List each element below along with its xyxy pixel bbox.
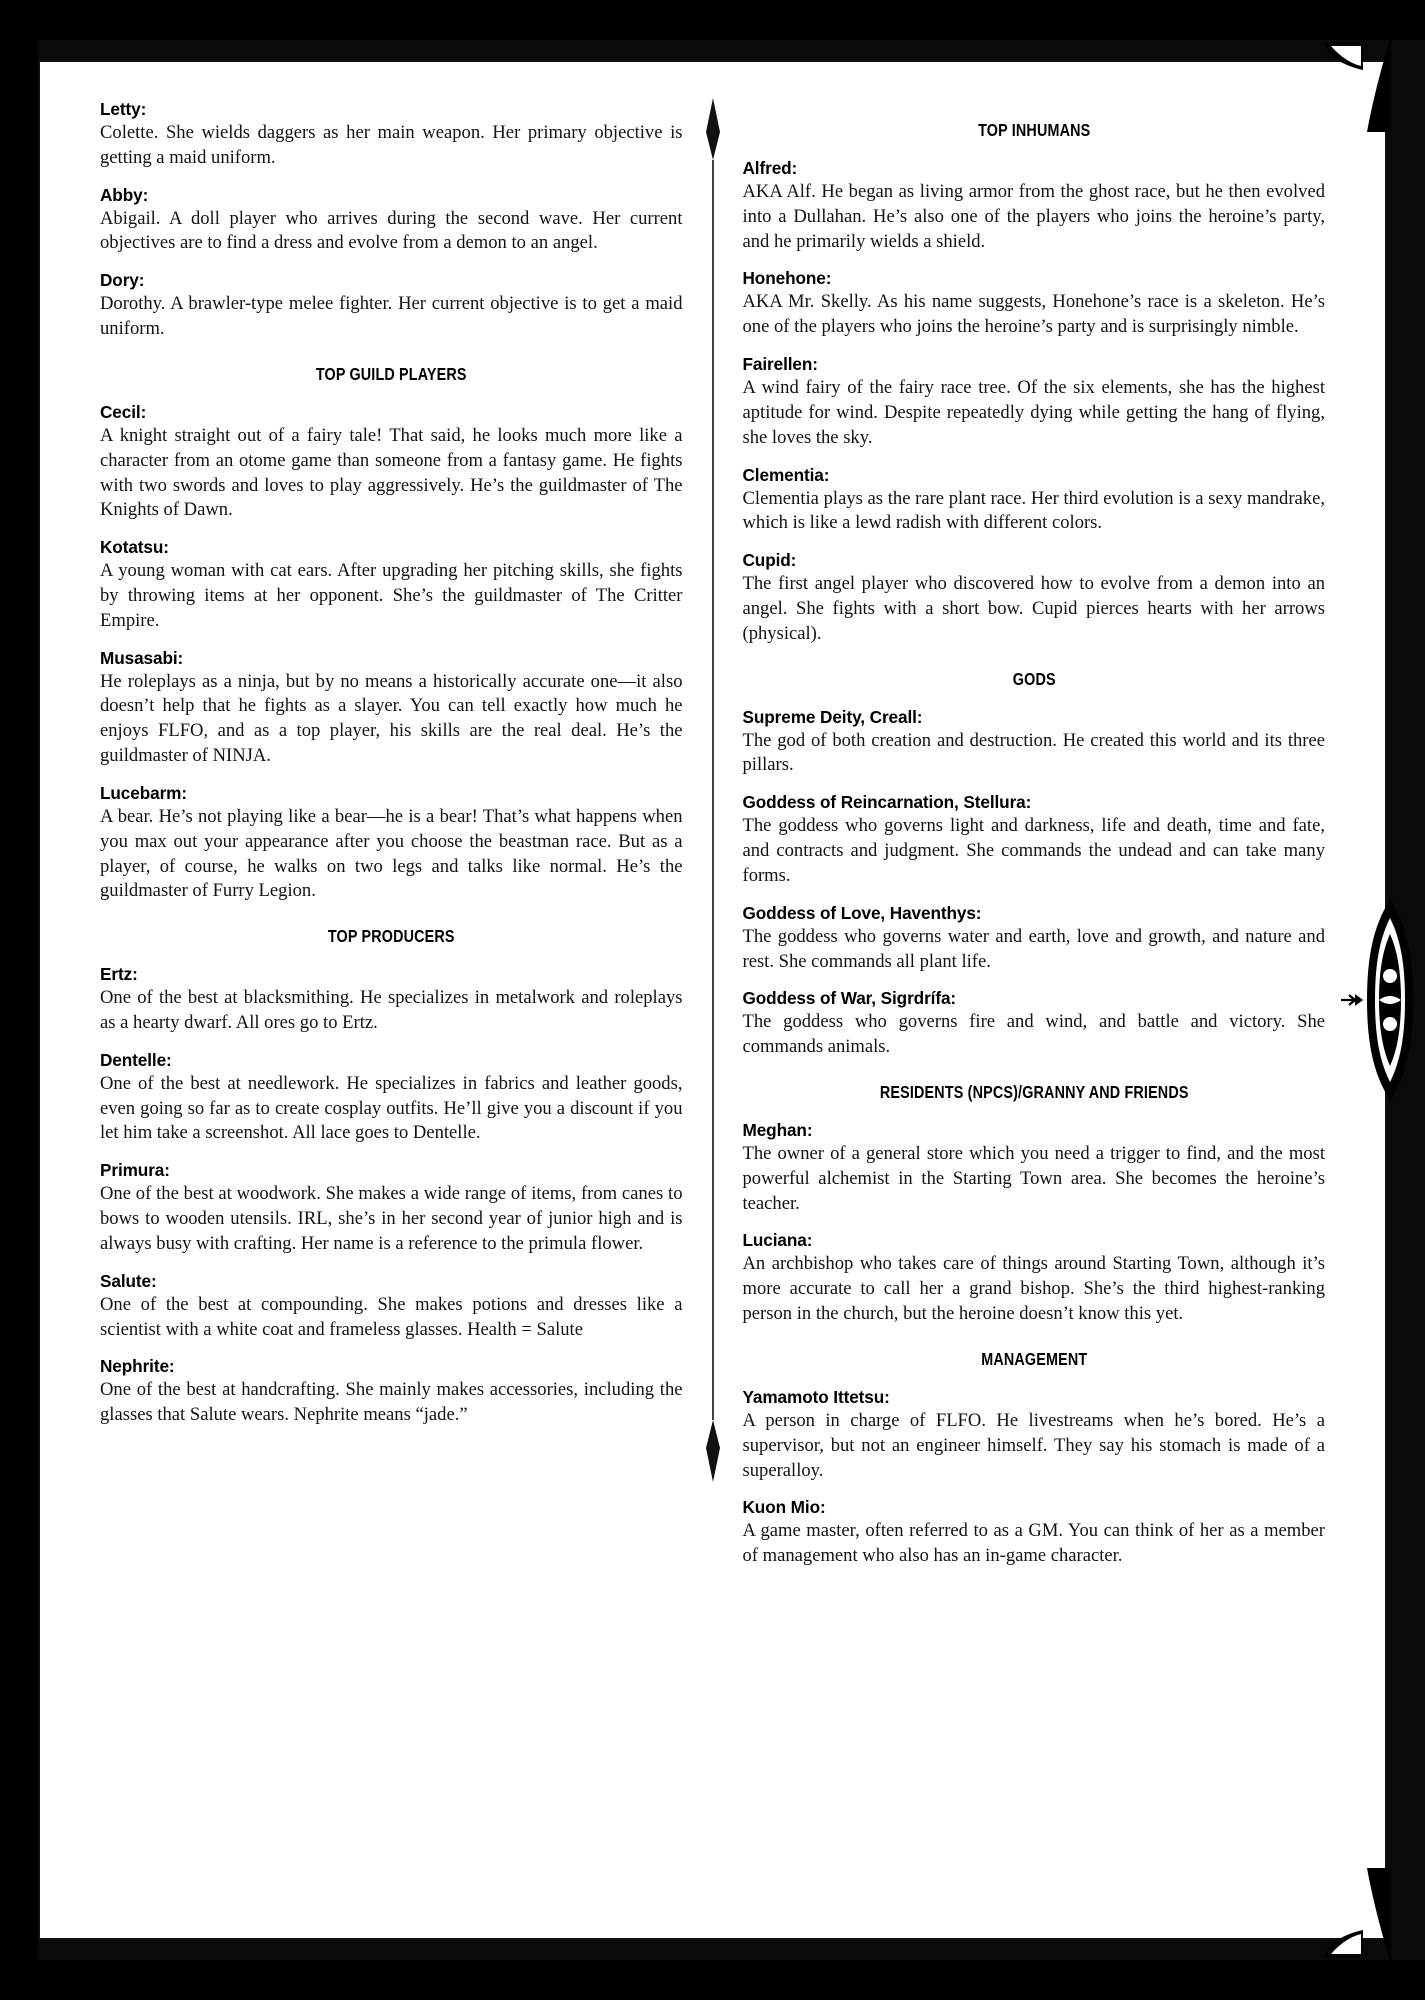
- entry-description: A bear. He’s not playing like a bear—he is a bear! That’s what happens when you max out your appearance after you choose the beastman race. But as a player, of course, he walks on two legs and talks like normal. He’s the guildmaster of Furry Legion.: [100, 805, 683, 902]
- entry-term: Musasabi:: [100, 647, 184, 668]
- entry-description: One of the best at compounding. She makes potions and dresses like a scientist with a white coat and frameless glasses. Health = Salute: [100, 1293, 683, 1340]
- entry-term: Nephrite:: [100, 1356, 175, 1377]
- glossary-entry: [100, 184, 683, 257]
- entry-description: A person in charge of FLFO. He livestreams when he’s bored. He’s a supervisor, but not an engineer himself. They say his stomach is made of a superalloy.: [742, 1409, 1325, 1481]
- section-heading: RESIDENTS (NPCS)/GRANNY AND FRIENDS: [879, 1082, 1189, 1103]
- entry-term: Yamamoto Ittetsu:: [742, 1386, 890, 1407]
- section-heading: GODS: [1012, 668, 1056, 689]
- section-heading: MANAGEMENT: [980, 1348, 1087, 1369]
- glossary-entry: [100, 1270, 683, 1343]
- glossary-entry: [743, 1386, 1326, 1483]
- glossary-entry: [743, 1496, 1326, 1569]
- entry-description: AKA Alf. He began as living armor from the ghost race, but he then evolved into a Dullahan. He’s also one of the players who joins the heroine’s party, and he primarily wields a shield.: [742, 181, 1325, 252]
- glossary-entry: [743, 267, 1326, 340]
- entry-description: One of the best at blacksmithing. He specializes in metalwork and roleplays as a hearty dwarf. All ores go to Ertz.: [100, 987, 683, 1033]
- glossary-entry: [743, 353, 1326, 450]
- entry-description: He roleplays as a ninja, but by no means a historically accurate one—it also doesn’t help that he fights as a slayer. You can tell exactly how much he enjoys FLFO, and as a top player, his skills are the real deal. He’s the guildmaster of NINJA.: [100, 670, 683, 767]
- glossary-entry: [100, 1159, 683, 1256]
- entry-description: The goddess who governs light and darkness, life and death, time and fate, and contracts and judgment. She commands the undead and can take many forms.: [742, 815, 1325, 886]
- entry-term: Supreme Deity, Creall:: [742, 706, 923, 727]
- section-heading: TOP INHUMANS: [977, 120, 1090, 140]
- frame-bar-bottom: [0, 1960, 1425, 2000]
- glossary-entry: [100, 269, 683, 342]
- entry-description: Colette. She wields daggers as her main weapon. Her primary objective is getting a maid uniform.: [100, 122, 683, 168]
- entry-term: Goddess of War, Sigrdrífa:: [742, 988, 957, 1009]
- entry-description: A game master, often referred to as a GM. You can think of her as a member of management who also has an in-game character.: [742, 1520, 1325, 1567]
- entry-term: Lucebarm:: [100, 782, 187, 803]
- entry-description: AKA Mr. Skelly. As his name suggests, Honehone’s race is a skeleton. He’s one of the players who joins the heroine’s party and is surprisingly nimble.: [742, 291, 1325, 338]
- glossary-entry: [100, 963, 683, 1036]
- two-column-layout: [100, 98, 1325, 1906]
- glossary-entry: [743, 1229, 1326, 1326]
- frame-bar-top: [0, 0, 1425, 40]
- entry-term: Dory:: [100, 270, 145, 291]
- entry-description: One of the best at needlework. He specializes in fabrics and leather goods, even going so far as to create cosplay outfits. He’ll give you a discount if you let him take a screenshot. All lace goes to Dentelle.: [100, 1072, 683, 1144]
- entry-term: Kotatsu:: [100, 537, 169, 558]
- entry-description: The first angel player who discovered how to evolve from a demon into an angel. She fights with a short bow. Cupid pierces hearts with her arrows (physical).: [742, 573, 1325, 644]
- entry-description: Dorothy. A brawler-type melee fighter. Her current objective is to get a maid uniform.: [100, 293, 683, 340]
- entry-term: Luciana:: [742, 1230, 813, 1251]
- entry-term: Salute:: [100, 1270, 157, 1291]
- page-content: [38, 60, 1387, 1940]
- entry-description: The goddess who governs water and earth, love and growth, and nature and rest. She commands all plant life.: [742, 925, 1325, 972]
- left-column: [100, 98, 713, 1906]
- entry-description: Abigail. A doll player who arrives during the second wave. Her current objectives are to find a dress and evolve from a demon to an angel.: [100, 207, 683, 254]
- entry-term: Abby:: [100, 184, 149, 205]
- glossary-entry: [100, 1049, 683, 1146]
- glossary-entry: [100, 647, 683, 769]
- entry-term: Goddess of Love, Haventhys:: [742, 902, 982, 923]
- entry-term: Clementia:: [742, 464, 830, 485]
- right-column: [713, 98, 1326, 1906]
- entry-description: The god of both creation and destruction. He created this world and its three pillars.: [742, 729, 1325, 776]
- entry-description: One of the best at handcrafting. She mainly makes accessories, including the glasses that Salute wears. Nephrite means “jade.”: [100, 1379, 683, 1426]
- entry-term: Fairellen:: [742, 354, 818, 375]
- entry-term: Cecil:: [100, 401, 147, 422]
- glossary-entry: [100, 536, 683, 633]
- entry-term: Goddess of Reincarnation, Stellura:: [742, 792, 1032, 813]
- entry-description: The owner of a general store which you need a trigger to find, and the most powerful alchemist in the Starting Town area. She becomes the heroine’s teacher.: [742, 1143, 1325, 1214]
- entry-description: Clementia plays as the rare plant race. Her third evolution is a sexy mandrake, which is like a lewd radish with different colors.: [742, 487, 1325, 534]
- entry-term: Alfred:: [742, 158, 798, 178]
- entry-term: Ertz:: [100, 964, 138, 985]
- glossary-entry: [743, 987, 1326, 1060]
- glossary-entry: [743, 1119, 1326, 1216]
- entry-description: A knight straight out of a fairy tale! That said, he looks much more like a character from an otome game than someone from a fantasy game. He fights with two swords and loves to play aggressively. He’s the guildmaster of The Knights of Dawn.: [100, 424, 683, 521]
- glossary-entry: [743, 791, 1326, 888]
- glossary-entry: [743, 464, 1326, 537]
- entry-term: Meghan:: [742, 1120, 813, 1141]
- section-heading: TOP PRODUCERS: [327, 926, 455, 947]
- entry-description: One of the best at woodwork. She makes a wide range of items, from canes to bows to wooden utensils. IRL, she’s in her second year of junior high and is always busy with crafting. Her name is a reference to the primula flower.: [100, 1183, 683, 1254]
- entry-term: Letty:: [100, 99, 147, 119]
- entry-description: The goddess who governs fire and wind, and battle and victory. She commands animals.: [742, 1011, 1325, 1058]
- entry-term: Dentelle:: [100, 1049, 172, 1070]
- entry-term: Primura:: [100, 1160, 170, 1181]
- glossary-entry: [100, 98, 683, 171]
- entry-term: Cupid:: [742, 550, 797, 571]
- glossary-entry: [100, 401, 683, 523]
- entry-description: A young woman with cat ears. After upgrading her pitching skills, she fights by throwing items at her opponent. She’s the guildmaster of The Critter Empire.: [100, 560, 683, 631]
- glossary-entry: [743, 706, 1326, 779]
- entry-description: An archbishop who takes care of things around Starting Town, although it’s more accurate to call her a grand bishop. She’s the third highest-ranking person in the church, but the heroine doesn’t know this yet.: [742, 1253, 1325, 1325]
- entry-term: Honehone:: [742, 268, 832, 289]
- glossary-entry: [743, 157, 1326, 254]
- section-heading: TOP GUILD PLAYERS: [315, 363, 467, 384]
- glossary-entry: [743, 902, 1326, 975]
- frame-bar-right: [0, 0, 38, 2000]
- glossary-entry: [743, 549, 1326, 646]
- entry-description: A wind fairy of the fairy race tree. Of the six elements, she has the highest aptitude for wind. Despite repeatedly dying while getting the hang of flying, she loves the sky.: [742, 377, 1325, 448]
- glossary-entry: [100, 1355, 683, 1428]
- entry-term: Kuon Mio:: [742, 1497, 826, 1518]
- glossary-entry: [100, 782, 683, 904]
